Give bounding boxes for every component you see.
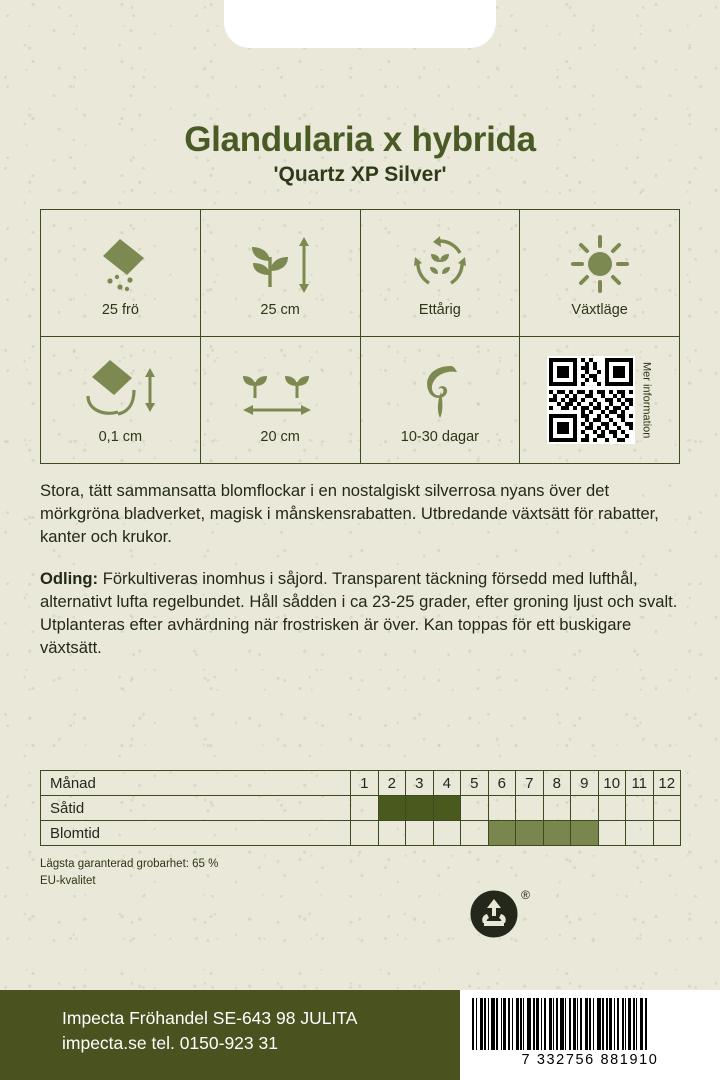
bloom-cell-3 bbox=[406, 821, 434, 846]
cultivation-paragraph bbox=[40, 568, 682, 660]
info-label-height: 25 cm bbox=[260, 301, 300, 318]
sowing-cell-7 bbox=[516, 796, 544, 821]
footnote-line-1: Lägsta garanterad grobarhet: 65 % bbox=[40, 858, 219, 870]
calendar-header-row bbox=[41, 771, 681, 796]
page-title: Glandularia x hybrida bbox=[184, 120, 536, 159]
bloom-cell-11 bbox=[626, 821, 654, 846]
info-label-sow-depth: 0,1 cm bbox=[98, 428, 143, 445]
company-line-2: impecta.se tel. 0150-923 31 bbox=[62, 1033, 278, 1054]
info-cell-lifecycle bbox=[360, 209, 520, 336]
sun-position-icon bbox=[567, 228, 633, 300]
info-cell-height bbox=[200, 209, 360, 336]
barcode bbox=[460, 990, 720, 1080]
recycling-icon bbox=[470, 888, 530, 938]
annual-lifecycle-icon bbox=[407, 228, 473, 300]
month-header-11: 11 bbox=[626, 771, 654, 796]
month-header-6: 6 bbox=[488, 771, 516, 796]
month-header-5: 5 bbox=[461, 771, 489, 796]
info-cell-germination bbox=[360, 336, 520, 463]
info-cell-spacing bbox=[200, 336, 360, 463]
calendar-row-sowing bbox=[41, 796, 681, 821]
bloom-cell-7 bbox=[516, 821, 544, 846]
bloom-cell-5 bbox=[461, 821, 489, 846]
calendar-row-label-sowing: Såtid bbox=[41, 796, 351, 821]
sowing-cell-6 bbox=[488, 796, 516, 821]
qr-side-label: Mer information bbox=[640, 361, 653, 438]
plant-spacing-icon bbox=[225, 355, 335, 427]
bloom-cell-9 bbox=[571, 821, 599, 846]
info-label-spacing: 20 cm bbox=[260, 428, 300, 445]
sowing-cell-4 bbox=[433, 796, 461, 821]
bloom-cell-4 bbox=[433, 821, 461, 846]
bloom-cell-8 bbox=[543, 821, 571, 846]
info-icon-table bbox=[40, 209, 680, 464]
sowing-depth-icon bbox=[72, 355, 168, 427]
info-cell-sow-depth bbox=[41, 336, 201, 463]
calendar-table bbox=[40, 770, 681, 846]
bloom-cell-10 bbox=[598, 821, 626, 846]
sowing-calendar bbox=[40, 770, 680, 846]
description-lead: Stora, tätt sammansatta blomflockar i en nostalgiskt silverrosa nyans över det mörkgröna bladverket, magisk i månskensrabatten. Utbredande växtsätt för rabatter, kanter och krukor. bbox=[40, 480, 659, 546]
calendar-row-blooming bbox=[41, 821, 681, 846]
month-header-8: 8 bbox=[543, 771, 571, 796]
month-header-7: 7 bbox=[516, 771, 544, 796]
germination-footnote bbox=[40, 856, 218, 889]
packet-notch bbox=[224, 0, 496, 48]
description-block bbox=[40, 480, 682, 660]
info-cell-position bbox=[520, 209, 680, 336]
month-header-10: 10 bbox=[598, 771, 626, 796]
month-header-12: 12 bbox=[653, 771, 681, 796]
bloom-cell-2 bbox=[378, 821, 406, 846]
company-info bbox=[62, 1006, 357, 1057]
month-header-9: 9 bbox=[571, 771, 599, 796]
sowing-cell-3 bbox=[406, 796, 434, 821]
qr-code[interactable] bbox=[547, 356, 635, 444]
calendar-header-label: Månad bbox=[41, 771, 351, 796]
info-label-seed-count: 25 frö bbox=[101, 301, 139, 318]
barcode-number: 7 332756 881910 bbox=[521, 1052, 659, 1068]
info-label-lifecycle: Ettårig bbox=[418, 301, 461, 318]
sowing-cell-1 bbox=[351, 796, 379, 821]
cultivar-name: 'Quartz XP Silver' bbox=[273, 162, 447, 186]
month-header-4: 4 bbox=[433, 771, 461, 796]
month-header-3: 3 bbox=[406, 771, 434, 796]
info-label-germination: 10-30 dagar bbox=[400, 428, 479, 445]
sowing-cell-8 bbox=[543, 796, 571, 821]
info-cell-seed-count bbox=[41, 209, 201, 336]
sowing-cell-2 bbox=[378, 796, 406, 821]
sowing-cell-11 bbox=[626, 796, 654, 821]
footer-bar bbox=[0, 990, 720, 1080]
info-label-position: Växtläge bbox=[571, 301, 628, 318]
calendar-row-label-blooming: Blomtid bbox=[41, 821, 351, 846]
bloom-cell-1 bbox=[351, 821, 379, 846]
sowing-cell-5 bbox=[461, 796, 489, 821]
plant-height-icon bbox=[240, 228, 320, 300]
company-line-1: Impecta Fröhandel SE-643 98 JULITA bbox=[62, 1008, 358, 1028]
seed-count-icon bbox=[87, 228, 153, 300]
germination-time-icon bbox=[407, 355, 473, 427]
sowing-cell-10 bbox=[598, 796, 626, 821]
cultivation-text: Förkultiveras inomhus i såjord. Transparent täckning försedd med lufthål, alternativt lufta regelbundet. Håll sådden i ca 23-25 grader, efter groning ljust och svalt. Utplanteras efter avhärdning när frostrisken är över. Kan toppas för ett buskigare växtsätt. bbox=[40, 569, 678, 658]
registered-trademark-symbol: ® bbox=[521, 888, 530, 902]
bloom-cell-6 bbox=[488, 821, 516, 846]
bloom-cell-12 bbox=[653, 821, 681, 846]
footnote-line-2: EU-kvalitet bbox=[40, 874, 96, 887]
sowing-cell-9 bbox=[571, 796, 599, 821]
sowing-cell-12 bbox=[653, 796, 681, 821]
cultivation-label: Odling: bbox=[40, 569, 99, 589]
info-cell-qr[interactable] bbox=[520, 336, 680, 463]
month-header-2: 2 bbox=[378, 771, 406, 796]
barcode-bars bbox=[472, 998, 708, 1050]
month-header-1: 1 bbox=[351, 771, 379, 796]
